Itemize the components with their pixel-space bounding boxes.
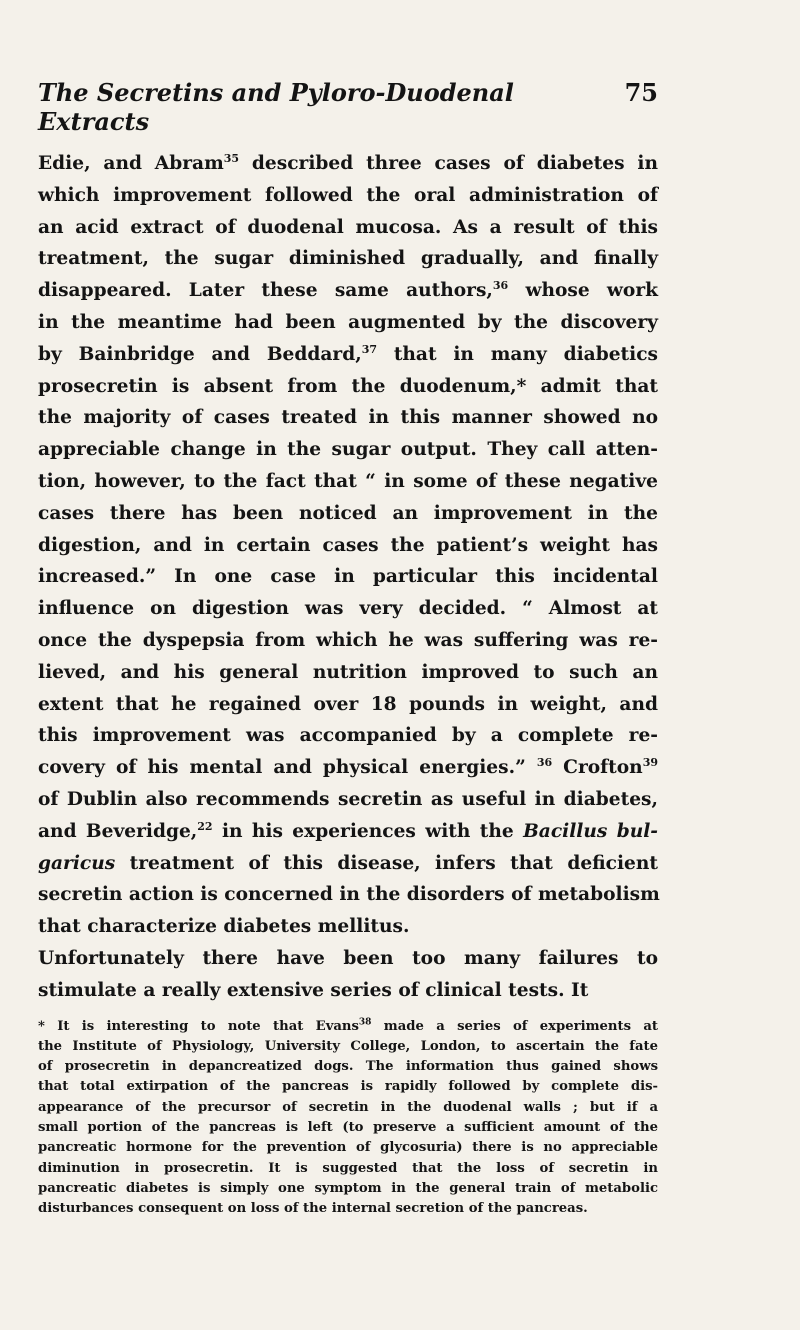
paragraph-1 [38,148,658,943]
footnote-line [38,1037,658,1057]
text-segment: secretin action is concerned in the disorders of metabolism [38,884,660,906]
text-line [38,434,658,466]
reference-superscript: 22 [197,819,213,833]
text-segment: which improvement followed the oral administration of [38,184,658,206]
text-segment: * It is interesting to note that Evans [38,1018,359,1034]
text-line [38,816,658,848]
text-line [38,339,658,371]
text-segment: and Beveridge, [38,820,198,842]
running-head [38,78,658,136]
reference-superscript: 39 [642,755,658,769]
text-line [38,975,658,1007]
text-line [38,402,658,434]
footnote-line [38,1179,658,1199]
text-line [38,212,658,244]
text-segment: in the meantime had been augmented by the discovery [38,311,658,333]
page-number: 75 [624,78,658,107]
text-segment: prosecretin is absent from the duodenum,* admit that [38,375,658,397]
text-line [38,180,658,212]
text-line [38,784,658,816]
text-line [38,466,658,498]
text-segment: this improvement was accompanied by a complete re- [38,725,658,747]
text-segment: extent that he regained over 18 pounds in weight, and [38,693,658,715]
text-line [38,561,658,593]
reference-superscript: 38 [358,1017,372,1028]
paragraph-2 [38,943,658,1007]
reference-superscript: 37 [361,342,378,356]
footnote-line [38,1017,658,1037]
text-segment: whose work [508,280,658,302]
text-segment: made a series of experiments at [371,1018,658,1034]
text-line [38,879,658,911]
text-segment: small portion of the pancreas is left (to preserve a sufficient amount of the [38,1120,658,1135]
body-text [38,148,658,1007]
text-segment: increased.” In one case in particular this incidental [38,566,658,588]
text-line [38,689,658,721]
italic-text: Bacillus bul- [523,820,658,842]
text-segment: of Dublin also recommends secretin as useful in diabetes, [38,788,658,810]
text-segment: digestion, and in certain cases the patient’s weight has [38,534,658,556]
text-line [38,275,658,307]
text-segment: Crofton [552,757,643,779]
text-line [38,943,658,975]
text-line [38,371,658,403]
chapter-title: The Secretins and Pyloro-Duodenal Extracts [38,78,514,136]
footnote-line [38,1098,658,1118]
text-segment: lieved, and his general nutrition improved to such an [38,661,658,683]
text-segment: cases there has been noticed an improvement in the [38,502,658,524]
footnote [38,1017,658,1220]
italic-text: garicus [38,852,116,874]
footnote-line [38,1077,658,1097]
text-segment: stimulate a really extensive series of clinical tests. It [38,979,589,1001]
text-segment: disturbances consequent on loss of the internal secretion of the pancreas. [38,1201,588,1217]
text-segment: in his experiences with the [212,820,524,842]
text-segment: that in many diabetics [377,343,658,365]
footnote-line [38,1138,658,1158]
text-line [38,848,658,880]
text-line [38,593,658,625]
footnote-line [38,1199,658,1219]
text-line [38,911,658,943]
reference-superscript: 36 [492,279,509,292]
text-segment: once the dyspepsia from which he was suffering was re- [38,629,658,651]
text-segment: described three cases of diabetes in [239,153,659,174]
text-segment: diminution in prosecretin. It is suggested that the loss of secretin in [38,1160,658,1176]
text-segment: disappeared. Later these same authors, [38,280,493,302]
text-segment: of prosecretin in depancreatized dogs. The information thus gained shows [38,1059,658,1075]
text-segment: tion, however, to the fact that “ in some of these negative [38,470,658,492]
text-segment: influence on digestion was very decided. “ Almost at [38,598,658,620]
text-line [38,625,658,657]
text-segment: Unfortunately there have been too many failures to [38,947,658,969]
text-segment: pancreatic diabetes is simply one symptom in the general train of metabolic [38,1180,658,1196]
text-segment: treatment of this disease, infers that deficient [115,852,658,874]
text-line [38,307,658,339]
text-line [38,530,658,562]
text-segment: appreciable change in the sugar output. They call atten- [38,439,658,461]
text-segment: Edie, and Abram [38,153,224,174]
text-line [38,243,658,275]
footnote-line [38,1057,658,1077]
text-line [38,657,658,689]
text-segment: appearance of the precursor of secretin in the duodenal walls ; but if a [38,1099,658,1115]
text-segment: treatment, the sugar diminished gradually, and finally [38,248,658,270]
reference-superscript: 35 [223,151,240,165]
text-segment: the majority of cases treated in this manner showed no [38,407,658,429]
text-segment: covery of his mental and physical energies.” [38,757,537,779]
book-page [38,78,658,1219]
text-segment: that characterize diabetes mellitus. [38,916,410,938]
text-segment: pancreatic hormone for the prevention of glycosuria) there is no appreciable [38,1140,658,1156]
text-line [38,498,658,530]
text-segment: that total extirpation of the pancreas is rapidly followed by complete dis- [38,1079,658,1095]
footnote-line [38,1118,658,1138]
text-line [38,148,658,180]
text-segment: an acid extract of duodenal mucosa. As a result of this [38,216,658,238]
reference-superscript: 36 [536,755,553,769]
text-segment: by Bainbridge and Beddard, [38,343,362,365]
text-line [38,720,658,752]
text-line [38,752,658,784]
text-segment: the Institute of Physiology, University College, London, to ascertain the fate [38,1038,658,1054]
footnote-line [38,1159,658,1179]
